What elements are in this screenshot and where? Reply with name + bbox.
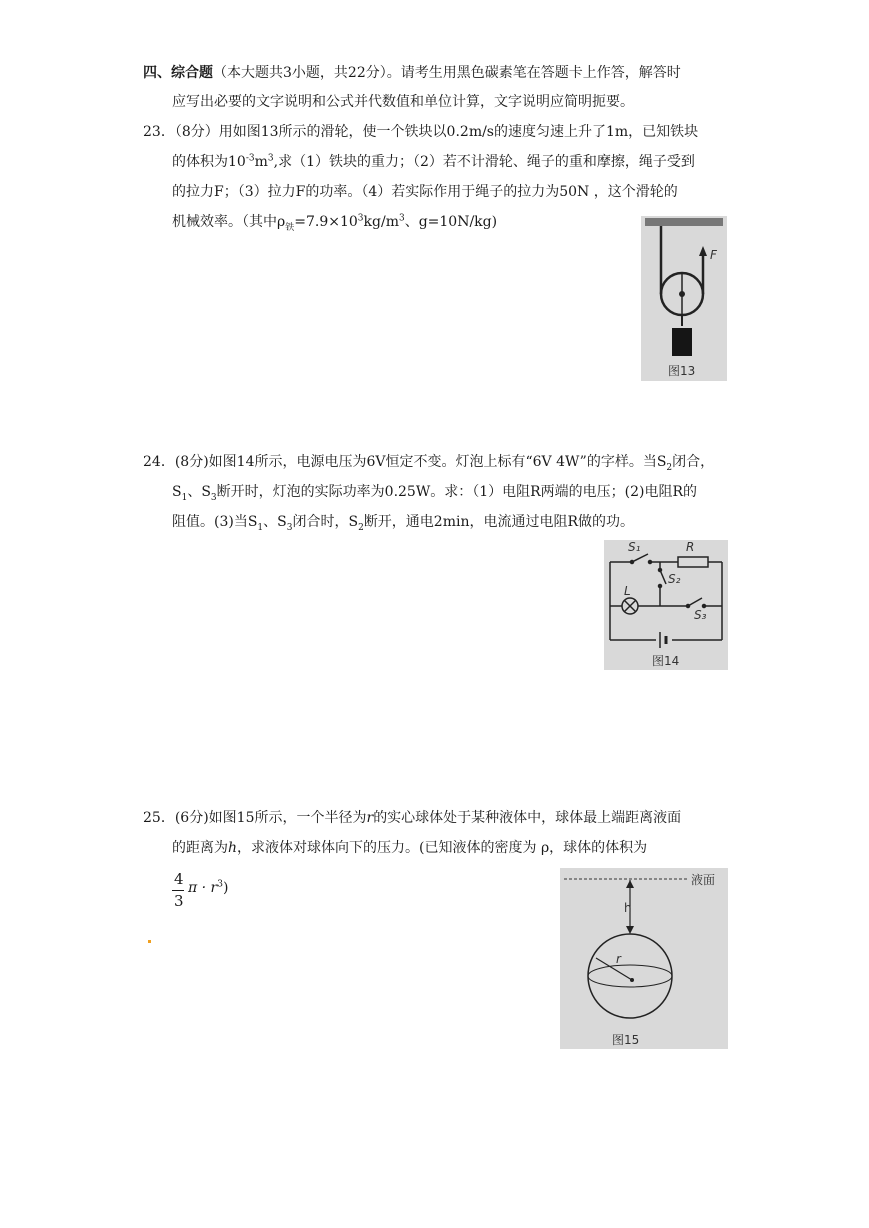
- q24-text-1a: (8分)如图14所示，电源电压为6V恒定不变。灯泡上标有“6V 4W”的字样。当S: [174, 454, 667, 470]
- q24-text-3c: 闭合时，S: [292, 514, 359, 530]
- section-intro-1: （本大题共3小题，共22分）。请考生用黑色碳素笔在答题卡上作答，解答时: [213, 65, 681, 81]
- q25-text-1b: 的实心球体处于某种液体中，球体最上端距离液面: [373, 810, 682, 826]
- figure-15-sphere: [560, 868, 728, 1049]
- q24-text-3a: 阻值。(3)当S: [172, 514, 258, 530]
- volume-fraction-numerator: 4: [174, 870, 184, 888]
- figure-15-label: 图15: [612, 1033, 640, 1047]
- q24-sub-1: 2: [666, 462, 673, 473]
- r-cubed-exp: 3: [217, 879, 223, 890]
- q25-text-2a: 的距离为: [172, 840, 228, 856]
- s2-label: S₂: [668, 572, 681, 586]
- figure-13-label: 图13: [668, 364, 696, 378]
- q23-exp: -3: [245, 153, 255, 164]
- figure-14-circuit: [604, 540, 728, 670]
- q23-sub: 铁: [285, 222, 295, 233]
- q23-line-2: [172, 152, 695, 172]
- q23-text-2c: ,求（1）铁块的重力；（2）若不计滑轮、绳子的重和摩擦，绳子受到: [273, 154, 695, 170]
- q23-exp4: 3: [398, 213, 405, 224]
- close-paren: ): [222, 880, 229, 896]
- section-intro-line-2: 应写出必要的文字说明和公式并代数值和单位计算，文字说明应简明扼要。: [172, 94, 634, 110]
- q23-line-4: [172, 212, 497, 232]
- r-label: R: [686, 540, 695, 554]
- q23-text-4d: 、g=10N/kg): [404, 214, 498, 230]
- q23-text-4b: =7.9×10: [294, 214, 358, 230]
- q24-line-3: [172, 512, 634, 532]
- q23-line-1: [143, 122, 698, 142]
- fraction-bar: [172, 890, 184, 891]
- stray-mark: [148, 940, 151, 943]
- figure-13-pulley: [641, 216, 727, 381]
- q25-line-2: [172, 838, 647, 858]
- r-label: r: [616, 952, 621, 966]
- q24-text-3b: 、S: [263, 514, 287, 530]
- lamp-label: L: [624, 584, 631, 598]
- q23-text-2a: 的体积为10: [172, 154, 246, 170]
- volume-formula-tail: [188, 880, 228, 896]
- section-heading: 四、综合题: [143, 65, 213, 81]
- q23-number: 23．: [143, 124, 175, 140]
- q23-text-4c: kg/m: [363, 214, 399, 230]
- q25-number: 25．: [143, 810, 175, 826]
- q24-sub-5: 3: [286, 522, 293, 533]
- q25-r: r: [366, 810, 374, 826]
- q25-line-1: [143, 808, 681, 828]
- force-label: F: [710, 248, 717, 262]
- s3-label: S₃: [694, 608, 707, 622]
- q23-text-1: （8分）用如图13所示的滑轮，使一个铁块以0.2m/s的速度匀速上升了1m，已知铁块: [174, 124, 699, 140]
- q24-sub-6: 2: [358, 522, 364, 533]
- volume-fraction-denominator: 3: [174, 892, 184, 910]
- q25-text-2b: ，求液体对球体向下的压力。(已知液体的密度为 ρ，球体的体积为: [237, 840, 648, 856]
- q24-text-3d: 断开，通电2min，电流通过电阻R做的功。: [363, 514, 635, 530]
- q23-line-3: 的拉力F；（3）拉力F的功率。（4）若实际作用于绳子的拉力为50N ，这个滑轮的: [172, 184, 678, 200]
- q23-exp2: 3: [267, 153, 274, 164]
- q24-text-2a: S: [172, 484, 182, 500]
- section-intro-line-1: [143, 63, 681, 83]
- q25-h: h: [228, 840, 238, 856]
- liquid-surface-label: 液面: [691, 873, 716, 887]
- pi-r: π · r: [188, 880, 218, 896]
- q24-text-1b: 闭合，: [672, 454, 715, 470]
- q23-text-2b: m: [254, 154, 268, 170]
- q23-text-4a: 机械效率。（其中ρ: [172, 214, 286, 230]
- s1-label: S₁: [628, 540, 641, 554]
- q24-text-2b: 、S: [187, 484, 211, 500]
- q25-text-1a: (6分)如图15所示，一个半径为: [174, 810, 367, 826]
- figure-14-label: 图14: [652, 654, 680, 668]
- h-label: h: [624, 901, 632, 915]
- q24-line-1: [143, 452, 714, 472]
- q24-line-2: [172, 482, 697, 502]
- q24-text-2c: 断开时，灯泡的实际功率为0.25W。求：（1）电阻R两端的电压；(2)电阻R的: [216, 484, 698, 500]
- q23-exp3: 3: [357, 213, 364, 224]
- q24-sub-4: 1: [257, 522, 264, 533]
- q24-sub-3: 3: [210, 492, 217, 503]
- q24-sub-2: 1: [181, 492, 188, 503]
- q24-number: 24．: [143, 454, 175, 470]
